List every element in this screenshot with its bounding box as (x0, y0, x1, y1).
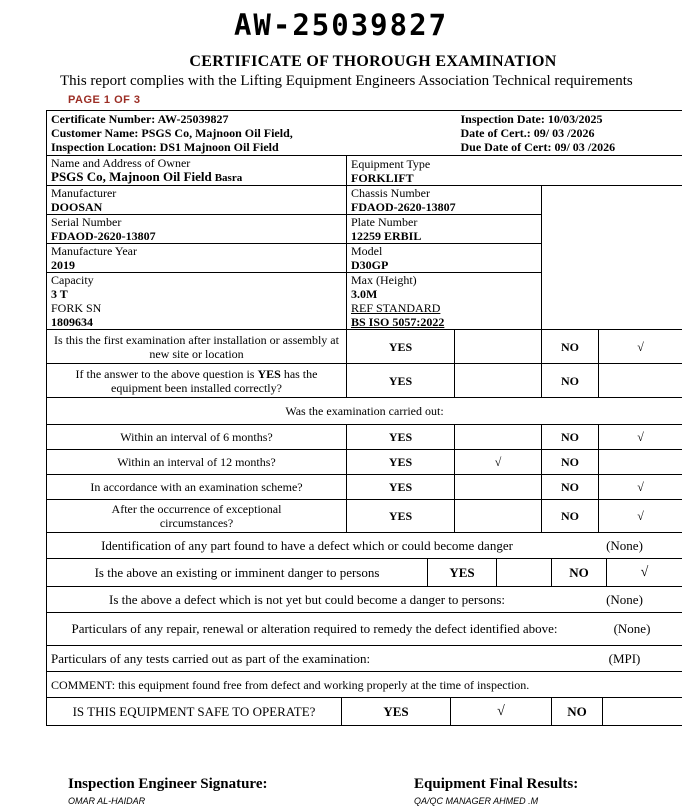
engineer-signature-label: Inspection Engineer Signature: (68, 776, 267, 793)
exceptional-row (47, 500, 682, 533)
final-results-label: Equipment Final Results: (414, 776, 578, 793)
first-exam-no: NO (542, 330, 599, 364)
certificate-table (46, 110, 682, 726)
defect-id-row (47, 533, 682, 559)
installed-question-prefix: If the answer to the above question is (76, 367, 258, 381)
model-value: D30GP (351, 258, 537, 272)
carried-out-heading: Was the examination carried out: (47, 398, 682, 425)
owner-label: Name and Address of Owner (51, 156, 342, 170)
interval-12-no: NO (542, 450, 599, 475)
serial-label: Serial Number (51, 215, 342, 229)
repair-value: (None) (582, 622, 682, 636)
manufacturer-row (47, 186, 682, 215)
danger-no-tick: √ (606, 559, 682, 586)
installed-correctly-row (47, 364, 682, 398)
safe-question: IS THIS EQUIPMENT SAFE TO OPERATE? (47, 698, 341, 725)
interval-6-no: NO (542, 425, 599, 450)
comment-row (47, 672, 682, 698)
type-label: Equipment Type (351, 157, 678, 171)
danger-question: Is the above an existing or imminent danger to persons (47, 559, 427, 586)
repair-question: Particulars of any repair, renewal or alteration required to remedy the defect identified above: (47, 622, 582, 636)
installed-no: NO (542, 364, 599, 398)
manufacturer-label: Manufacturer (51, 186, 342, 200)
comment-text: COMMENT: this equipment found free from defect and working properly at the time of inspection. (47, 672, 682, 698)
interval-12-row (47, 450, 682, 475)
danger-row (47, 559, 682, 587)
safe-yes-tick: √ (450, 698, 551, 725)
inspection-location: Inspection Location: DS1 Majnoon Oil Field (51, 140, 451, 154)
carried-out-row (47, 398, 682, 425)
owner-row (47, 156, 682, 186)
installed-yes: YES (347, 364, 455, 398)
chassis-value: FDAOD-2620-13807 (351, 200, 537, 214)
certificate-id-heading: AW-25039827 (0, 8, 682, 42)
certificate-title: CERTIFICATE OF THOROUGH EXAMINATION (0, 53, 682, 71)
scheme-no: NO (542, 475, 599, 500)
exceptional-question: After the occurrence of exceptional circumstances? (47, 500, 347, 533)
plate-value: 12259 ERBIL (351, 229, 537, 243)
fork-label: FORK SN (51, 301, 342, 315)
defect-id-value: (None) (567, 539, 682, 553)
interval-12-question: Within an interval of 12 months? (47, 450, 347, 475)
due-date: Due Date of Cert: 09/ 03 /2026 (461, 140, 679, 154)
capacity-label: Capacity (51, 273, 342, 287)
compliance-statement: This report complies with the Lifting Equipment Engineers Association Technical requirements (60, 73, 633, 90)
date-of-cert: Date of Cert.: 09/ 03 /2026 (461, 126, 679, 140)
danger-yes: YES (427, 559, 496, 586)
max-height-value: 3.0M (351, 287, 537, 301)
serial-value: FDAOD-2620-13807 (51, 229, 342, 243)
repair-row (47, 613, 682, 646)
safe-row (47, 698, 682, 726)
danger-no: NO (551, 559, 606, 586)
exceptional-yes: YES (347, 500, 455, 533)
final-results-name: QA/QC MANAGER AHMED .M (414, 796, 538, 806)
capacity-value: 3 T (51, 287, 342, 301)
first-exam-row (47, 330, 682, 364)
installed-question-suffix: has the equipment been installed correctly? (111, 367, 317, 395)
scheme-row (47, 475, 682, 500)
plate-label: Plate Number (351, 215, 537, 229)
defect-future-value: (None) (567, 593, 682, 607)
defect-id-question: Identification of any part found to have a defect which or could become danger (47, 539, 567, 553)
installed-question-bold: YES (257, 367, 280, 381)
engineer-name: OMAR AL-HAIDAR (68, 796, 145, 806)
owner-city: Basra (215, 172, 243, 184)
model-label: Model (351, 244, 537, 258)
tests-row (47, 646, 682, 672)
scheme-no-tick: √ (599, 475, 682, 500)
type-value: FORKLIFT (351, 171, 678, 185)
tests-value: (MPI) (567, 652, 682, 666)
interval-6-question: Within an interval of 6 months? (47, 425, 347, 450)
max-height-label: Max (Height) (351, 273, 537, 287)
year-value: 2019 (51, 258, 342, 272)
summary-row (47, 111, 682, 156)
defect-future-row (47, 587, 682, 613)
ref-standard-value: BS ISO 5057:2022 (351, 315, 537, 329)
safe-no: NO (551, 698, 602, 725)
interval-12-yes-tick: √ (455, 450, 542, 475)
year-label: Manufacture Year (51, 244, 342, 258)
exceptional-no: NO (542, 500, 599, 533)
ref-standard-label: REF STANDARD (351, 301, 537, 315)
owner-value: PSGS Co, Majnoon Oil Field (51, 169, 212, 184)
scheme-yes: YES (347, 475, 455, 500)
certificate-number: Certificate Number: AW-25039827 (51, 112, 451, 126)
manufacturer-value: DOOSAN (51, 200, 342, 214)
tests-question: Particulars of any tests carried out as part of the examination: (47, 652, 567, 666)
exceptional-no-tick: √ (599, 500, 682, 533)
first-exam-yes: YES (347, 330, 455, 364)
inspection-date: Inspection Date: 10/03/2025 (461, 112, 679, 126)
safe-yes: YES (341, 698, 450, 725)
first-exam-question: Is this the first examination after installation or assembly at new site or location (47, 330, 347, 364)
chassis-label: Chassis Number (351, 186, 537, 200)
interval-6-row (47, 425, 682, 450)
interval-6-no-tick: √ (599, 425, 682, 450)
scheme-question: In accordance with an examination scheme? (47, 475, 347, 500)
interval-6-yes: YES (347, 425, 455, 450)
defect-future-question: Is the above a defect which is not yet but could become a danger to persons: (47, 593, 567, 607)
first-exam-no-tick: √ (599, 330, 682, 364)
fork-value: 1809634 (51, 315, 342, 329)
interval-12-yes: YES (347, 450, 455, 475)
page-indicator: PAGE 1 OF 3 (68, 94, 141, 106)
customer-name: Customer Name: PSGS Co, Majnoon Oil Field, (51, 126, 451, 140)
